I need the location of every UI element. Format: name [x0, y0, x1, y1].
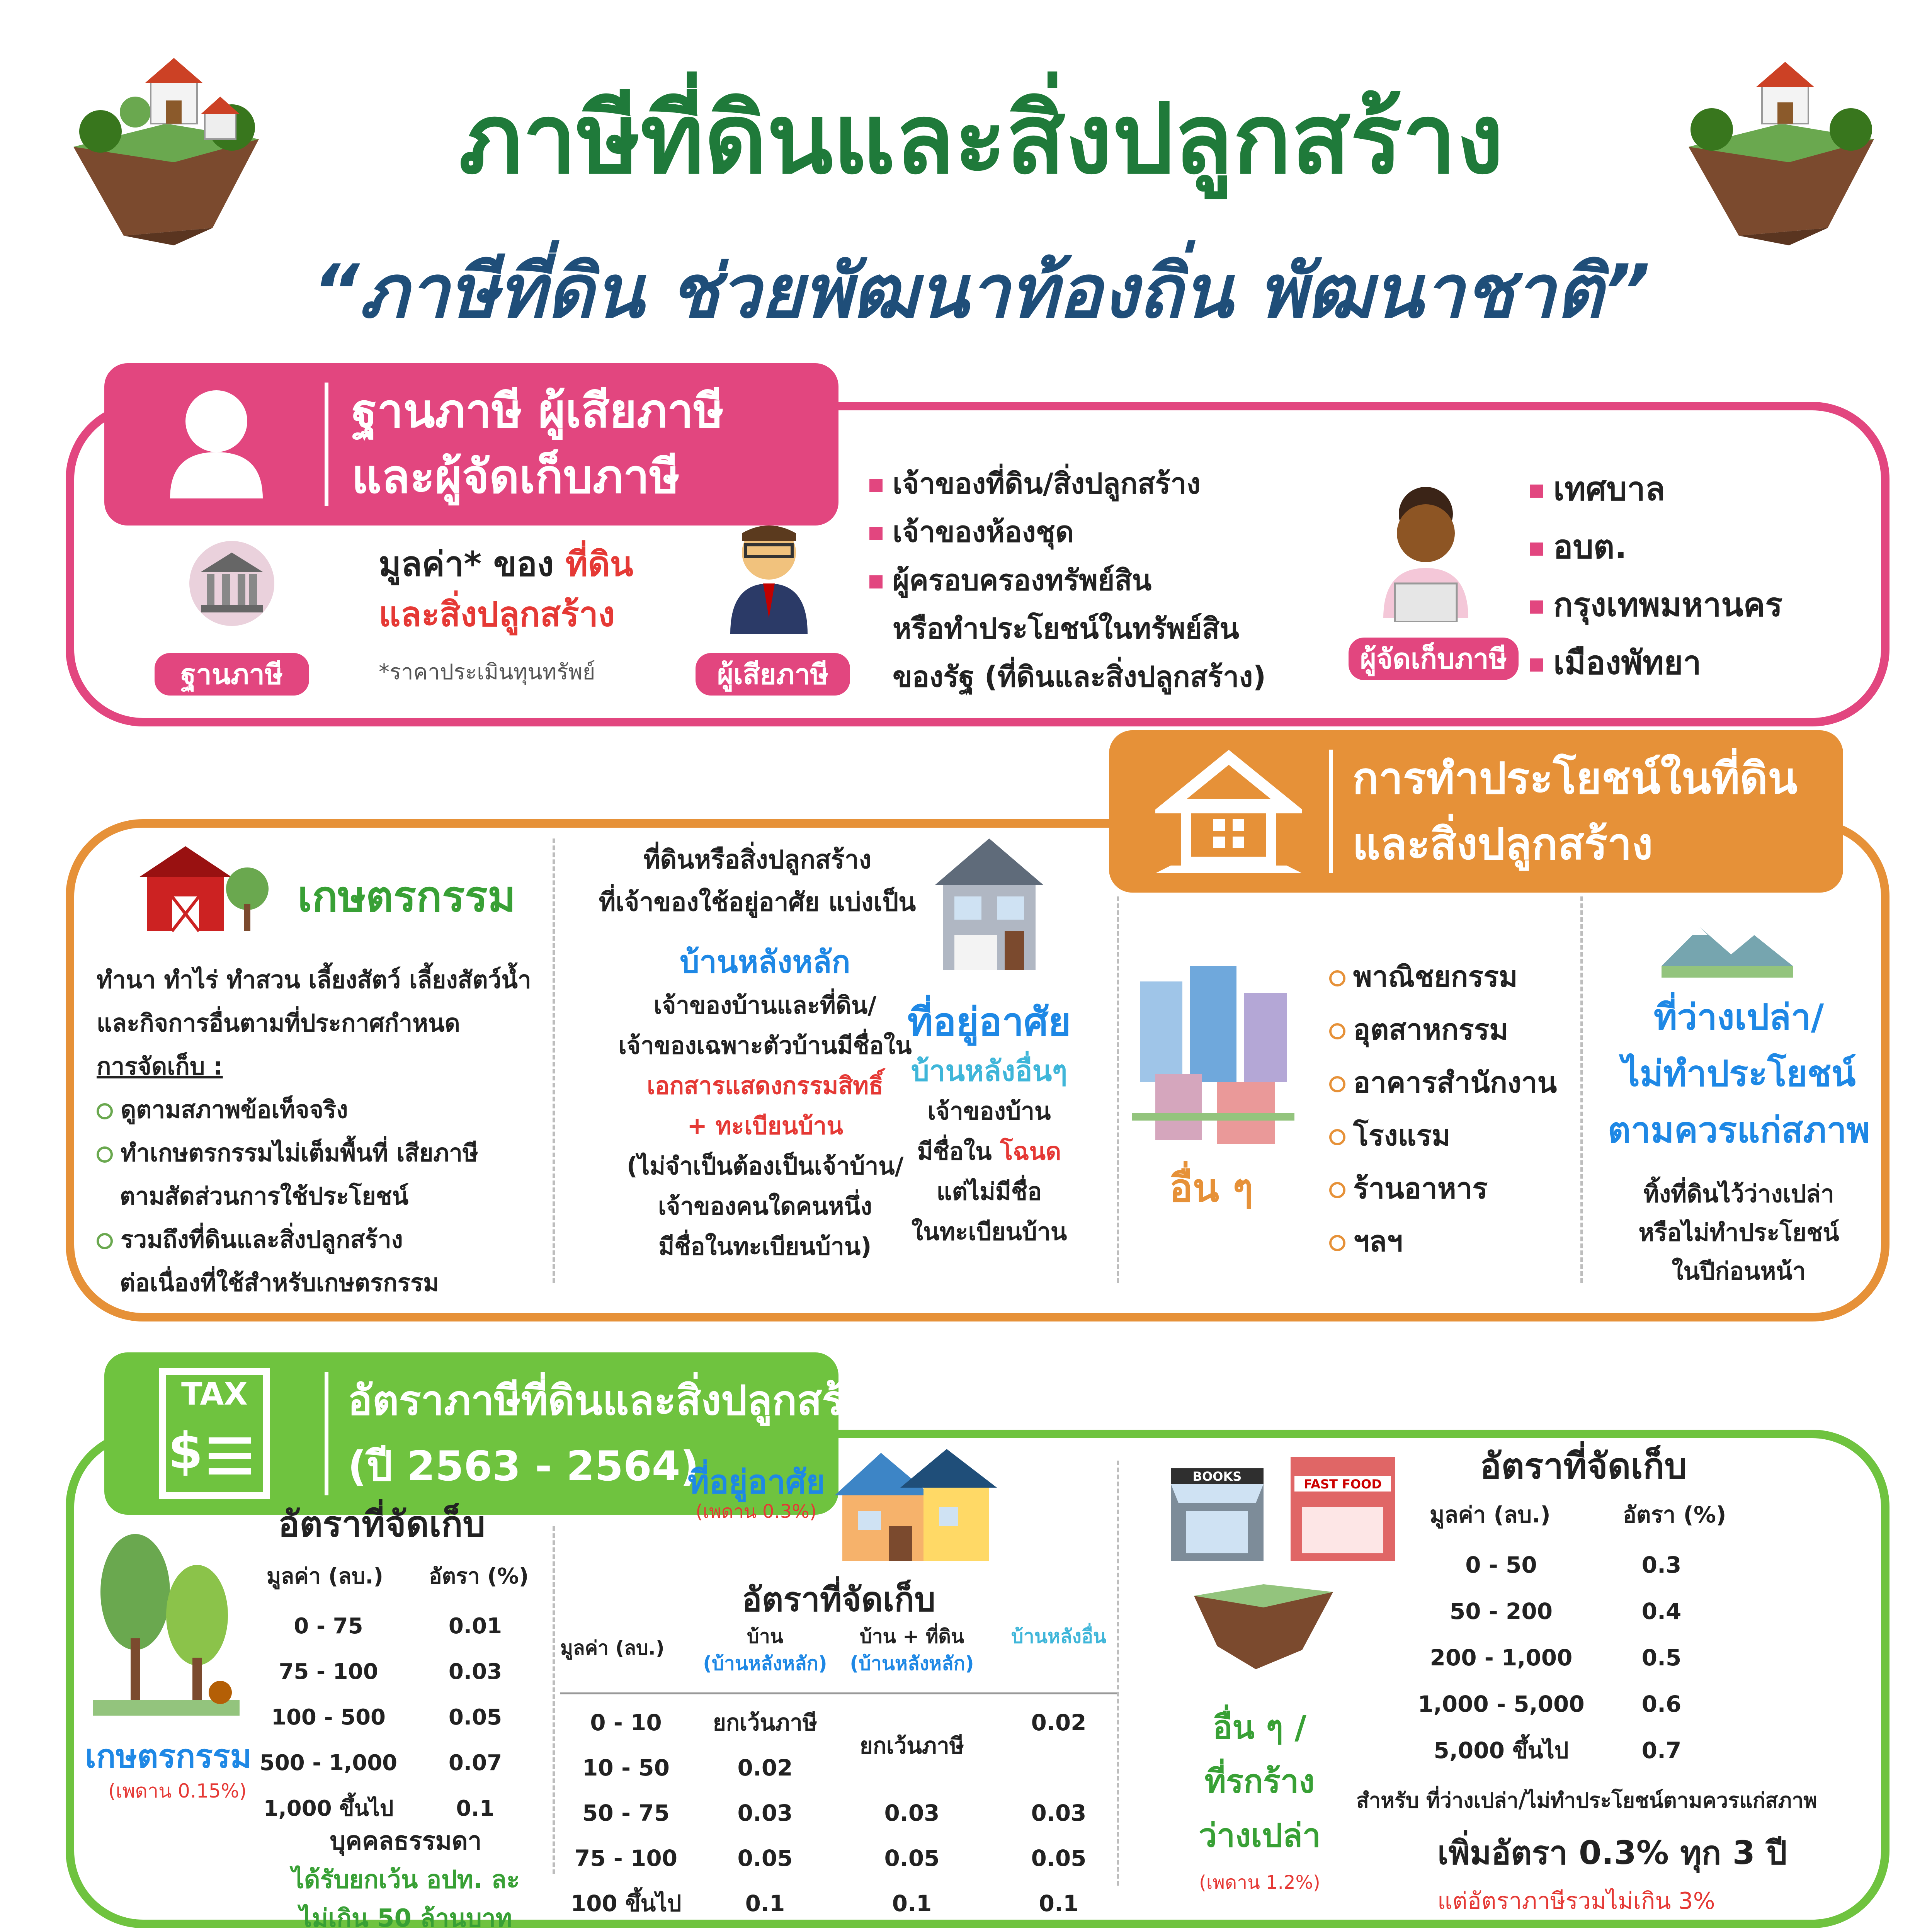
collector-label-pill: [1349, 638, 1519, 680]
agri-criteria-label: การจัดเก็บ :: [97, 1052, 223, 1080]
main-house-desc: มีชื่อในทะเบียนบ้าน): [658, 1232, 872, 1260]
other-house-block: [893, 1051, 1086, 1252]
shop-sign-books: BOOKS: [1192, 1469, 1242, 1484]
other-rate-label-3: ว่างเปล่า: [1198, 1816, 1321, 1854]
other-rate-ceiling: (เพดาน 1.2%): [1199, 1872, 1320, 1893]
table-row: 10 - 50 0.02: [582, 1755, 793, 1781]
collector-item: กรุงเทพมหานคร: [1530, 576, 1782, 634]
residence-intro-1: ที่ดินหรือสิ่งปลูกสร้าง: [643, 845, 871, 874]
taxpayer-label-pill: [696, 653, 850, 696]
main-house-desc: เจ้าของบ้านและที่ดิน/: [653, 991, 877, 1019]
table-row: 0 - 50 0.3: [1465, 1552, 1682, 1578]
base-label: ฐานภาษี: [180, 658, 283, 690]
woman-laptop-icon: [1376, 483, 1476, 622]
taxpayer-item: เจ้าของห้องชุด: [869, 508, 1266, 556]
vacant-desc-line: ทิ้งที่ดินไว้ว่างเปล่า: [1643, 1180, 1834, 1208]
table-row: 75 - 100 0.03: [279, 1659, 502, 1684]
residence-col-house-land-sub: (บ้านหลังหลัก): [850, 1652, 974, 1675]
section-rate-title-1: อัตราภาษีที่ดินและสิ่งปลูกสร้าง: [348, 1377, 887, 1424]
agri-rate-title: อัตราที่จัดเก็บ: [278, 1503, 485, 1545]
vacant-desc-line: ในปีก่อนหน้า: [1672, 1257, 1806, 1285]
header-divider: [325, 1372, 328, 1495]
other-house-desc: แต่ไม่มีชื่อ: [936, 1177, 1042, 1206]
residence-intro-2: ที่เจ้าของใช้อยู่อาศัย แบ่งเป็น: [599, 887, 916, 917]
other-use-item: พาณิชยกรรม: [1329, 951, 1557, 1003]
agri-col-rate: อัตรา (%): [429, 1564, 529, 1589]
vacant-desc-line: หรือไม่ทำประโยชน์: [1638, 1218, 1839, 1247]
main-house-desc: เจ้าของคนใดคนหนึ่ง: [658, 1192, 872, 1220]
table-row: 1,000 - 5,000 0.6: [1418, 1691, 1682, 1717]
shops-icon: [1163, 1453, 1403, 1569]
collector-item: เทศบาล: [1530, 460, 1782, 518]
vacant-title-1: ที่ว่างเปล่า/: [1653, 997, 1824, 1038]
taxpayer-list: [869, 460, 1266, 701]
vacant-title: [1588, 989, 1889, 1158]
section-rate-title-2: (ปี 2563 - 2564): [348, 1442, 699, 1490]
page-title: ภาษีที่ดินและสิ่งปลูกสร้าง: [459, 83, 1504, 195]
other-rate-label: [1144, 1700, 1376, 1862]
rock-island-icon: [1186, 1580, 1341, 1673]
vacant-title-3: ตามควรแก่สภาพ: [1607, 1109, 1870, 1151]
column-divider: [1117, 1461, 1119, 1886]
main-house-desc: (ไม่จำเป็นต้องเป็นเจ้าบ้าน/: [626, 1152, 904, 1180]
agri-rate-label: เกษตรกรรม: [85, 1737, 252, 1775]
table-row: 50 - 200 0.4: [1449, 1598, 1682, 1624]
vacant-title-2: ไม่ทำประโยชน์: [1622, 1053, 1856, 1094]
table-row: 1,000 ขึ้นไป 0.1: [263, 1796, 495, 1821]
person-icon: [162, 386, 270, 502]
residence-title: ที่อยู่อาศัย: [907, 999, 1071, 1044]
other-rate-note: สำหรับ ที่ว่างเปล่า/ไม่ทำประโยชน์ตามควรแก่สภาพ: [1356, 1788, 1818, 1813]
residence-col-house-land: บ้าน + ที่ดิน: [859, 1625, 964, 1648]
collector-label: ผู้จัดเก็บภาษี: [1360, 643, 1507, 675]
residence-house-icon: [931, 831, 1047, 978]
vacant-desc: [1588, 1175, 1889, 1291]
agri-person-label: บุคคลธรรมดา: [330, 1827, 482, 1855]
main-house-desc: เจ้าของเฉพาะตัวบ้านมีชื่อใน: [618, 1031, 912, 1060]
other-use-item: โรงแรม: [1329, 1109, 1557, 1162]
other-col-rate: อัตรา (%): [1623, 1502, 1726, 1528]
agri-item: ดูตามสภาพข้อเท็จจริง: [97, 1088, 531, 1131]
agri-col-value: มูลค่า (ลบ.): [267, 1564, 383, 1589]
collector-item: เมืองพัทยา: [1530, 634, 1782, 692]
section-tax-base-header: [104, 363, 838, 526]
agri-desc: [97, 958, 531, 1304]
section-usage-header: [1109, 730, 1843, 893]
section-usage-title-2: และสิ่งปลูกสร้าง: [1352, 819, 1653, 869]
agri-desc-line: และกิจการอื่นตามที่ประกาศกำหนด: [97, 1009, 460, 1037]
other-rate-cap: แต่อัตราภาษีรวมไม่เกิน 3%: [1437, 1888, 1715, 1915]
table-row: 0 - 75 0.01: [294, 1614, 502, 1639]
residence-col-house: บ้าน: [747, 1625, 783, 1648]
vacant-land-icon: [1662, 904, 1793, 981]
agri-exempt-2: ไม่เกิน 50 ล้านบาท: [299, 1904, 512, 1932]
other-use-item: อุตสาหกรรม: [1329, 1003, 1557, 1056]
base-value-line1: [379, 541, 633, 587]
column-divider: [553, 1526, 555, 1874]
agri-exempt-1: ได้รับยกเว้น อปท. ละ: [291, 1866, 520, 1894]
shop-sign-fastfood: FAST FOOD: [1304, 1477, 1382, 1492]
other-house-title: บ้านหลังอื่นๆ: [911, 1054, 1068, 1088]
agri-item: รวมถึงที่ดินและสิ่งปลูกสร้าง: [97, 1218, 531, 1261]
section-tax-base-title-2: และผู้จัดเก็บภาษี: [352, 450, 680, 504]
other-rate-label-2: ที่รกร้าง: [1204, 1762, 1315, 1800]
table-row: 5,000 ขึ้นไป 0.7: [1434, 1737, 1682, 1764]
businessman-icon: [723, 518, 815, 634]
taxpayer-item-cont: หรือทำประโยชน์ในทรัพย์สิน: [893, 612, 1239, 645]
header-divider: [325, 383, 328, 506]
agri-rate-ceiling: (เพดาน 0.15%): [108, 1780, 247, 1802]
header-divider: [1329, 750, 1333, 873]
tax-document-icon: [158, 1368, 270, 1499]
barn-icon: [139, 842, 270, 935]
other-house-desc: ในทะเบียนบ้าน: [911, 1218, 1067, 1246]
agri-item-cont: ต่อเนื่องที่ใช้สำหรับเกษตรกรรม: [120, 1269, 439, 1297]
agri-item-cont: ตามสัดส่วนการใช้ประโยชน์: [120, 1182, 409, 1210]
agri-item: ทำเกษตรกรรมไม่เต็มพื้นที่ เสียภาษี: [97, 1131, 531, 1175]
collector-list: [1530, 460, 1782, 692]
other-use-list: [1329, 951, 1557, 1268]
main-house-title: บ้านหลังหลัก: [680, 944, 850, 980]
other-use-item: ฯลฯ: [1329, 1215, 1557, 1268]
other-house-desc: มีชื่อใน โฉนด: [917, 1137, 1061, 1165]
other-use-item: อาคารสำนักงาน: [1329, 1056, 1557, 1109]
section-tax-base-title-1: ฐานภาษี ผู้เสียภาษี: [352, 384, 724, 438]
residence-intro: [564, 838, 951, 923]
agri-rate-table: [255, 1604, 556, 1832]
residence-rate-ceiling: (เพดาน 0.3%): [696, 1501, 817, 1522]
base-value-building: และสิ่งปลูกสร้าง: [379, 594, 615, 634]
residence-rate-house-icon: [835, 1445, 997, 1569]
table-row: 100 ขึ้นไป 0.1 0.1 0.1: [570, 1890, 1079, 1917]
tax-icon-text: TAX: [181, 1376, 248, 1412]
trees-icon: [93, 1530, 240, 1731]
table-row: 0 - 10 ยกเว้นภาษี 0.02: [590, 1709, 1087, 1736]
other-rate-increase: เพิ่มอัตรา 0.3% ทุก 3 ปี: [1437, 1834, 1787, 1872]
residence-col-other: บ้านหลังอื่น: [1011, 1625, 1107, 1648]
house-icon: [1155, 750, 1302, 873]
taxpayer-label: ผู้เสียภาษี: [717, 658, 829, 690]
table-row: 75 - 100 0.05 0.05 0.05: [574, 1845, 1087, 1871]
collector-item: อบต.: [1530, 518, 1782, 576]
taxpayer-item: ผู้ครอบครองทรัพย์สิน: [869, 556, 1266, 605]
section-usage-title-1: การทำประโยชน์ในที่ดิน: [1352, 753, 1798, 804]
page-slogan: “ภาษีที่ดิน ช่วยพัฒนาท้องถิ่น พัฒนาชาติ”: [312, 249, 1650, 334]
government-building-icon: [185, 541, 278, 626]
agri-desc-line: ทำนา ทำไร่ ทำสวน เลี้ยงสัตว์ เลี้ยงสัตว์น้ำ: [97, 966, 531, 994]
residence-rate-title: อัตราที่จัดเก็บ: [742, 1580, 935, 1619]
base-label-pill: [155, 653, 309, 696]
residence-col-value: มูลค่า (ลบ.): [560, 1637, 665, 1659]
base-value-land: ที่ดิน: [565, 544, 633, 584]
residence-col-house-sub: (บ้านหลังหลัก): [703, 1652, 827, 1675]
column-divider: [1580, 896, 1583, 1283]
other-col-value: มูลค่า (ลบ.): [1430, 1502, 1551, 1528]
taxpayer-item-cont: ของรัฐ (ที่ดินและสิ่งปลูกสร้าง): [893, 660, 1266, 694]
table-row: 500 - 1,000 0.07: [259, 1750, 502, 1776]
other-house-desc: เจ้าของบ้าน: [927, 1097, 1051, 1125]
main-house-desc-highlight: เอกสารแสดงกรรมสิทธิ์: [647, 1071, 883, 1100]
table-row: 50 - 75 0.03 0.03 0.03: [582, 1800, 1087, 1826]
svg-text:$: $: [168, 1422, 203, 1480]
taxpayer-item: เจ้าของที่ดิน/สิ่งปลูกสร้าง: [869, 460, 1266, 508]
table-row: 200 - 1,000 0.5: [1430, 1645, 1682, 1671]
base-value-note: *ราคาประเมินทุนทรัพย์: [379, 660, 595, 685]
other-rate-label-1: อื่น ๆ /: [1213, 1708, 1307, 1746]
other-use-item: ร้านอาหาร: [1329, 1162, 1557, 1215]
base-value-prefix: มูลค่า* ของ: [379, 544, 554, 584]
residence-table-rule: [560, 1692, 1117, 1694]
main-house-desc-highlight: + ทะเบียนบ้าน: [687, 1112, 843, 1140]
other-use-title: อื่น ๆ: [1169, 1165, 1253, 1211]
other-rate-table: [1399, 1542, 1785, 1774]
residence-rate-label: ที่อยู่อาศัย: [688, 1463, 825, 1501]
column-divider: [1117, 896, 1119, 1283]
city-buildings-icon: [1132, 958, 1294, 1151]
residence-exempt-merged: ยกเว้นภาษี: [859, 1733, 964, 1759]
table-row: 100 - 500 0.05: [271, 1705, 502, 1730]
other-rate-title: อัตราที่จัดเก็บ: [1480, 1446, 1687, 1487]
agri-title: เกษตรกรรม: [298, 872, 516, 921]
